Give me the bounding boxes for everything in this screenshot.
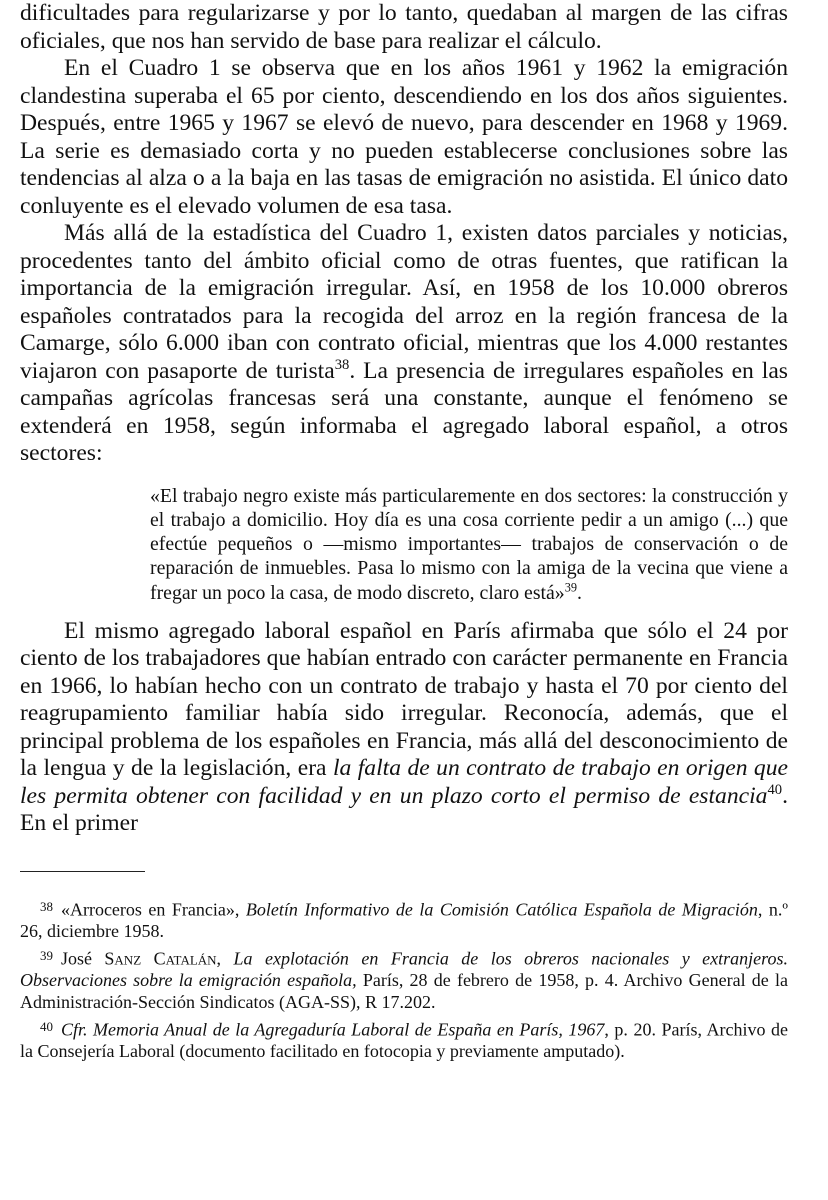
footnote-ref-40[interactable]: 40 xyxy=(767,781,783,798)
footnote-ref-38[interactable]: 38 xyxy=(334,356,350,373)
paragraph-1: dificultades para regularizarse y por lo tanto, quedaban al margen de las cifras oficiales, que nos han servido de base para realizar el cálculo. xyxy=(20,0,788,54)
footnote-text: «Arroceros en Francia», xyxy=(60,899,246,920)
block-quote: «El trabajo negro existe más particularemente en dos sectores: la construcción y el trabajo a domicilio. Hoy día es una cosa corriente pedir a un amigo (...) que efectúe pequeños o —mismo importantes— trabajos de conservación o de reparación de inmuebles. Pasa lo mismo con la amiga de la vecina que viene a fregar un poco la casa, de modo discreto, claro está»$^{39}$. xyxy=(150,484,788,604)
paragraph-4 xyxy=(20,618,788,838)
paragraph-3-text: Más allá de la estadística del Cuadro 1, existen datos parciales y noticias, procedentes tanto del ámbito oficial como de otras fuentes, que ratifican la importancia de la emigración irregular. Así, en 1958 de los 10.000 obreros españoles contratados para la recogida del arroz en la región francesa de la Camarge, sólo 6.000 iban con contrato oficial, mientras que los 4.000 restantes viajaron con pasaporte de turista xyxy=(20,220,788,384)
page xyxy=(20,0,788,1065)
footnote-number: 40 xyxy=(40,1018,53,1034)
footnote-40 xyxy=(20,1016,788,1063)
footnote-title: Boletín Informativo de la Comisión Católica Española de Migración xyxy=(245,899,758,920)
footnote-separator: , xyxy=(216,948,234,969)
footnotes xyxy=(20,896,788,1063)
paragraph-3 xyxy=(20,220,788,468)
footnote-39 xyxy=(20,945,788,1014)
paragraph-4-text-cont: . En el primer xyxy=(20,782,788,837)
footnote-number: 39 xyxy=(40,947,53,963)
footnote-number: 38 xyxy=(40,898,53,914)
paragraph-4-text: El mismo agregado laboral español en París afirmaba que sólo el 24 por ciento de los trabajadores que habían entrado con carácter permanente en Francia en 1966, lo habían hecho con un contrato de trabajo y hasta el 70 por ciento del reagrupamiento familiar había sido irregular. Reconocía, además, que el principal problema de los españoles en Francia, más allá del desconocimiento de la lengua y de la legislación, era xyxy=(20,617,788,782)
footnote-38 xyxy=(20,896,788,943)
paragraph-3-text-cont: . La presencia de irregulares españoles en las campañas agrícolas francesas será una constante, aunque el fenómeno se extenderá en 1958, según informaba el agregado laboral español, a otros sectores: xyxy=(20,357,788,466)
footnote-author-last: Sanz Catalán xyxy=(104,948,217,969)
footnote-divider xyxy=(20,871,145,872)
body-text xyxy=(20,0,788,838)
footnote-text-cont: , p. 20. París, Archivo de la Consejería Laboral (documento facilitado en fotocopia y previamente amputado). xyxy=(20,1019,788,1061)
footnote-title: La explotación en Francia de los obreros nacionales y extranjeros. Observaciones sobre la emigración española, xyxy=(20,948,788,991)
footnote-title: Cfr. Memoria Anual de la Agregaduría Laboral de España en París, 1967 xyxy=(60,1019,605,1040)
paragraph-4-italic: la falta de un contrato de trabajo en origen que les permita obtener con facilidad y en un plazo corto el permiso de estancia xyxy=(20,755,788,809)
quote-text: «El trabajo negro existe más particularemente en dos sectores: la construcción y el trabajo a domicilio. Hoy día es una cosa corriente pedir a un amigo (...) que efectúe pequeños o —mismo importantes— trabajos de conservación o de reparación de inmuebles. Pasa lo mismo con la amiga de la vecina que viene a fregar un poco la casa, de modo discreto, claro está» xyxy=(150,484,788,604)
footnote-text-cont: París, 28 de febrero de 1958, p. 4. Archivo General de la Administración-Sección Sindicatos (AGA-SS), R 17.202. xyxy=(20,970,788,1012)
footnote-author-first: José xyxy=(60,948,105,969)
paragraph-2: En el Cuadro 1 se observa que en los años 1961 y 1962 la emigración clandestina superaba el 65 por ciento, descendiendo en los dos años siguientes. Después, entre 1965 y 1967 se elevó de nuevo, para descender en 1968 y 1969. La serie es demasiado corta y no pueden establecerse conclusiones sobre las tendencias al alza o a la baja en las tasas de emigración no asistida. El único dato conluyente es el elevado volumen de esa tasa. xyxy=(20,55,788,219)
footnote-ref-39[interactable]: 39 xyxy=(564,580,577,595)
footnote-text-cont: , n.º 26, diciembre 1958. xyxy=(20,899,788,942)
